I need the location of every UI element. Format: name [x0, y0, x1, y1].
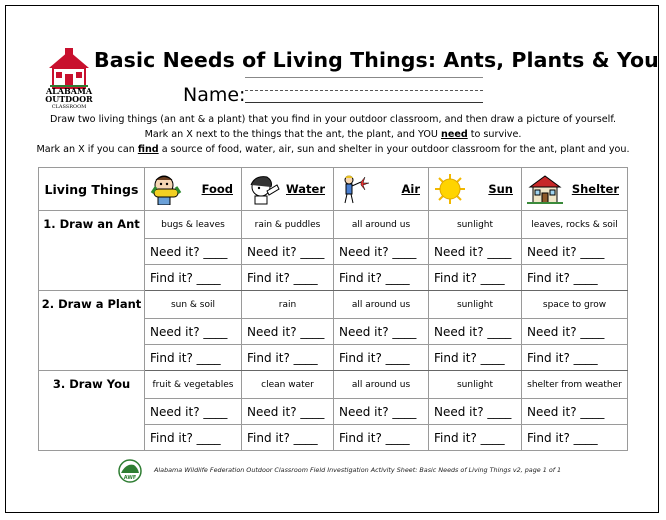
sun-icon — [434, 173, 470, 205]
header-food — [145, 168, 242, 211]
row-label-ant — [39, 211, 145, 291]
header-shelter-label: Shelter — [571, 182, 619, 196]
answer-cell: bugs & leaves — [145, 211, 242, 239]
find-it-field[interactable]: Find it? ____ — [145, 425, 242, 451]
instruction-2-emphasis: need — [440, 129, 468, 140]
find-it-field[interactable]: Find it? ____ — [242, 345, 334, 371]
need-it-field[interactable]: Need it? ____ — [242, 399, 334, 425]
need-it-field[interactable]: Need it? ____ — [334, 239, 429, 265]
row-label-you — [39, 371, 145, 451]
row-label-text: 2. Draw a Plant — [41, 297, 142, 311]
header-sun-label: Sun — [488, 182, 513, 196]
need-it-field[interactable]: Need it? ____ — [429, 239, 522, 265]
answer-cell: space to grow — [522, 291, 628, 319]
instruction-line-1: Draw two living things (an ant & a plant) that you find in your outdoor classroom, and then draw a picture of yourself. — [49, 114, 617, 125]
header-sun — [429, 168, 522, 211]
need-it-field[interactable]: Need it? ____ — [334, 399, 429, 425]
find-it-field[interactable]: Find it? ____ — [522, 265, 628, 291]
name-field[interactable] — [245, 90, 483, 103]
boy-eating-corn-icon — [150, 173, 186, 205]
answer-cell: all around us — [334, 211, 429, 239]
header-air-label: Air — [401, 182, 420, 196]
row-label-text: 3. Draw You — [52, 377, 131, 391]
answer-cell: shelter from weather — [522, 371, 628, 399]
instruction-line-3 — [20, 144, 646, 155]
find-it-field[interactable]: Find it? ____ — [334, 425, 429, 451]
find-it-field[interactable]: Find it? ____ — [242, 425, 334, 451]
header-air — [334, 168, 429, 211]
footer-text: Alabama Wildlife Federation Outdoor Classroom Field Investigation Activity Sheet: Basic Needs of Living Things v2, page 1 of 1 — [154, 466, 562, 474]
need-it-field[interactable]: Need it? ____ — [522, 399, 628, 425]
need-it-field[interactable]: Need it? ____ — [145, 319, 242, 345]
needs-table — [38, 167, 628, 451]
logo-line-2: OUTDOOR — [45, 94, 93, 104]
find-it-field[interactable]: Find it? ____ — [429, 265, 522, 291]
need-it-field[interactable]: Need it? ____ — [429, 399, 522, 425]
logo-line-1: ALABAMA — [45, 86, 93, 96]
find-it-field[interactable]: Find it? ____ — [429, 345, 522, 371]
answer-cell: clean water — [242, 371, 334, 399]
instruction-line-2 — [20, 129, 646, 140]
logo-wordmark — [42, 87, 96, 111]
title-rule — [245, 77, 483, 78]
answer-cell: sun & soil — [145, 291, 242, 319]
answer-cell: all around us — [334, 291, 429, 319]
header-food-label: Food — [201, 182, 233, 196]
logo-line-3: CLASSROOM — [51, 104, 87, 110]
header-water — [242, 168, 334, 211]
name-label: Name: — [183, 84, 246, 106]
instruction-2-text: Mark an X next to the things that the ant, the plant, and YOU — [144, 129, 441, 140]
girl-drinking-icon — [247, 173, 283, 205]
header-shelter — [522, 168, 628, 211]
answer-cell: rain & puddles — [242, 211, 334, 239]
instruction-2-text-end: to survive. — [467, 129, 522, 140]
child-pinwheel-icon — [339, 173, 375, 205]
need-it-field[interactable]: Need it? ____ — [522, 319, 628, 345]
header-water-label: Water — [285, 182, 325, 196]
find-it-field[interactable]: Find it? ____ — [522, 345, 628, 371]
page-title: Basic Needs of Living Things: Ants, Plants & You — [94, 48, 659, 72]
table-header-row — [39, 168, 628, 211]
awf-logo-icon — [118, 459, 142, 483]
find-it-field[interactable]: Find it? ____ — [429, 425, 522, 451]
row-label-text: 1. Draw an Ant — [43, 217, 140, 231]
answer-cell: fruit & vegetables — [145, 371, 242, 399]
find-it-field[interactable]: Find it? ____ — [145, 345, 242, 371]
table-row — [39, 371, 628, 399]
need-it-field[interactable]: Need it? ____ — [429, 319, 522, 345]
need-it-field[interactable]: Need it? ____ — [145, 399, 242, 425]
awf-logo-text: AWF — [123, 475, 137, 481]
house-icon — [527, 173, 563, 205]
need-it-field[interactable]: Need it? ____ — [145, 239, 242, 265]
find-it-field[interactable]: Find it? ____ — [334, 345, 429, 371]
need-it-field[interactable]: Need it? ____ — [242, 319, 334, 345]
answer-cell: sunlight — [429, 291, 522, 319]
find-it-field[interactable]: Find it? ____ — [334, 265, 429, 291]
row-label-plant — [39, 291, 145, 371]
need-it-field[interactable]: Need it? ____ — [522, 239, 628, 265]
instruction-3-text-end: a source of food, water, air, sun and shelter in your outdoor classroom for the ant, plant and you. — [158, 144, 630, 155]
table-row — [39, 211, 628, 239]
find-it-field[interactable]: Find it? ____ — [522, 425, 628, 451]
answer-cell: sunlight — [429, 371, 522, 399]
answer-cell: all around us — [334, 371, 429, 399]
answer-cell: rain — [242, 291, 334, 319]
find-it-field[interactable]: Find it? ____ — [145, 265, 242, 291]
header-living-things: Living Things — [39, 168, 145, 211]
instruction-3-emphasis: find — [137, 144, 159, 155]
answer-cell: sunlight — [429, 211, 522, 239]
footer — [118, 459, 562, 485]
need-it-field[interactable]: Need it? ____ — [242, 239, 334, 265]
table-row — [39, 291, 628, 319]
instruction-3-text: Mark an X if you can — [36, 144, 138, 155]
find-it-field[interactable]: Find it? ____ — [242, 265, 334, 291]
need-it-field[interactable]: Need it? ____ — [334, 319, 429, 345]
answer-cell: leaves, rocks & soil — [522, 211, 628, 239]
